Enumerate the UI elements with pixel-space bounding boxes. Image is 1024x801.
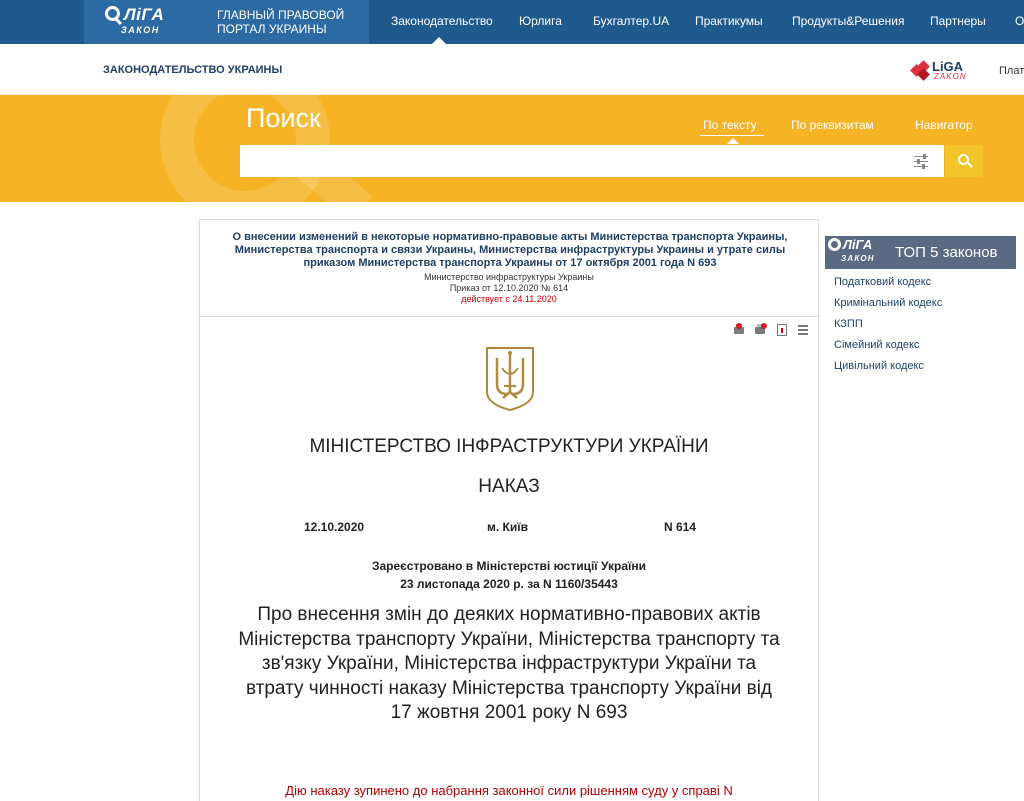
search-button[interactable] (944, 145, 983, 177)
nav-item-praktikumy[interactable]: Практикумы (695, 14, 763, 28)
top-navigation-bar (0, 0, 1024, 44)
logo-mark-icon (105, 6, 120, 21)
active-tab-indicator (727, 138, 739, 144)
portal-tagline: ГЛАВНЫЙ ПРАВОВОЙ ПОРТАЛ УКРАИНЫ (217, 8, 345, 36)
liga-logo-top-text: LiGA (932, 59, 964, 74)
search-panel (0, 95, 1024, 202)
search-title: Поиск (246, 103, 321, 133)
tab-by-requisites[interactable]: По реквизитам (791, 118, 874, 132)
document-order-info: Приказ от 12.10.2020 № 614 (449, 283, 569, 293)
order-city: м. Київ (487, 520, 528, 534)
document-header (200, 220, 818, 317)
document-status: действует с 24.11.2020 (461, 294, 557, 304)
print-red-icon[interactable] (732, 323, 746, 337)
filter-settings-icon[interactable] (914, 155, 928, 167)
nav-item-buhgalter[interactable]: Бухгалтер.UA (593, 14, 670, 28)
document-header-title: О внесении изменений в некоторые нормативно-правовые акты Министерства транспорта Украины, Министерства транспорта и связи Украины, Министерства инфраструктуры Украины и утрате силы приказом Министерства транспорта Украины от 17 октября 2001 года N 693 (232, 231, 788, 269)
nav-item-products[interactable]: Продукты&Решения (792, 14, 905, 28)
registration-line-1: Зареєстровано в Міністерстві юстиції України (371, 559, 647, 573)
nav-item-about[interactable]: О (1015, 14, 1024, 28)
info-icon[interactable] (775, 323, 789, 337)
logo-sub-text: ЗАКОН (121, 25, 160, 35)
registration-line-2: 23 листопада 2020 р. за N 1160/35443 (400, 577, 618, 591)
nav-item-legislation[interactable]: Законодательство (391, 14, 493, 28)
nav-item-partners[interactable]: Партнеры (930, 14, 986, 28)
ministry-heading: МІНІСТЕРСТВО ІНФРАСТРУКТУРИ УКРАЇНИ (309, 436, 709, 457)
section-bar (0, 44, 1024, 95)
sidebar-link-criminal-code[interactable]: Кримінальний кодекс (834, 297, 943, 309)
sidebar-link-family-code[interactable]: Сімейний кодекс (834, 339, 920, 351)
top5-title: ТОП 5 законов (895, 244, 998, 261)
sidebar-link-tax-code[interactable]: Податковий кодекс (834, 276, 932, 288)
platform-link[interactable]: Плат (999, 65, 1024, 77)
liga-logo-bottom-text: ZAKON (934, 72, 967, 81)
court-suspension-note: Дію наказу зупинено до набрання законної сили рішенням суду у справі N (285, 783, 733, 798)
order-date: 12.10.2020 (304, 520, 365, 534)
document-title: Про внесення змін до деяких нормативно-правових актів Міністерства транспорту України, Міністерства транспорту та зв'язку України, Міністерства інфраструктури України та втрату чинності наказу Міністерства транспорту України від 17 жовтня 2001 року N 693 (238, 604, 780, 723)
active-nav-indicator (432, 37, 446, 44)
order-number: N 614 (664, 520, 697, 534)
sidebar-link-civil-code[interactable]: Цивільний кодекс (834, 360, 924, 372)
top5-laws-header (825, 236, 1016, 269)
active-tab-underline (700, 135, 764, 136)
section-title[interactable]: ЗАКОНОДАТЕЛЬСТВО УКРАИНЫ (103, 64, 283, 76)
print-icon[interactable] (796, 323, 810, 337)
logo-brand-text: ЛіГА (124, 5, 165, 24)
liga-zakon-logo[interactable] (105, 5, 175, 39)
liga-zakon-small-logo[interactable] (910, 59, 970, 83)
document-issuer: Министерство инфраструктуры Украины (424, 272, 594, 282)
print-alt-icon[interactable] (753, 323, 767, 337)
tab-by-text[interactable]: По тексту (703, 118, 757, 132)
order-heading: НАКАЗ (478, 476, 540, 497)
search-input[interactable] (240, 145, 944, 177)
ukraine-coat-of-arms-icon (485, 346, 535, 412)
liga-diamond-icon (910, 62, 930, 80)
tab-navigator[interactable]: Навигатор (915, 118, 973, 132)
document-panel (199, 219, 819, 801)
top5-logo: ЛіГА ЗАКОН (828, 237, 888, 267)
nav-item-yurliga[interactable]: Юрлига (519, 14, 562, 28)
logo-mark-icon (828, 238, 841, 251)
sidebar-link-labor-code[interactable]: КЗПП (834, 318, 863, 330)
